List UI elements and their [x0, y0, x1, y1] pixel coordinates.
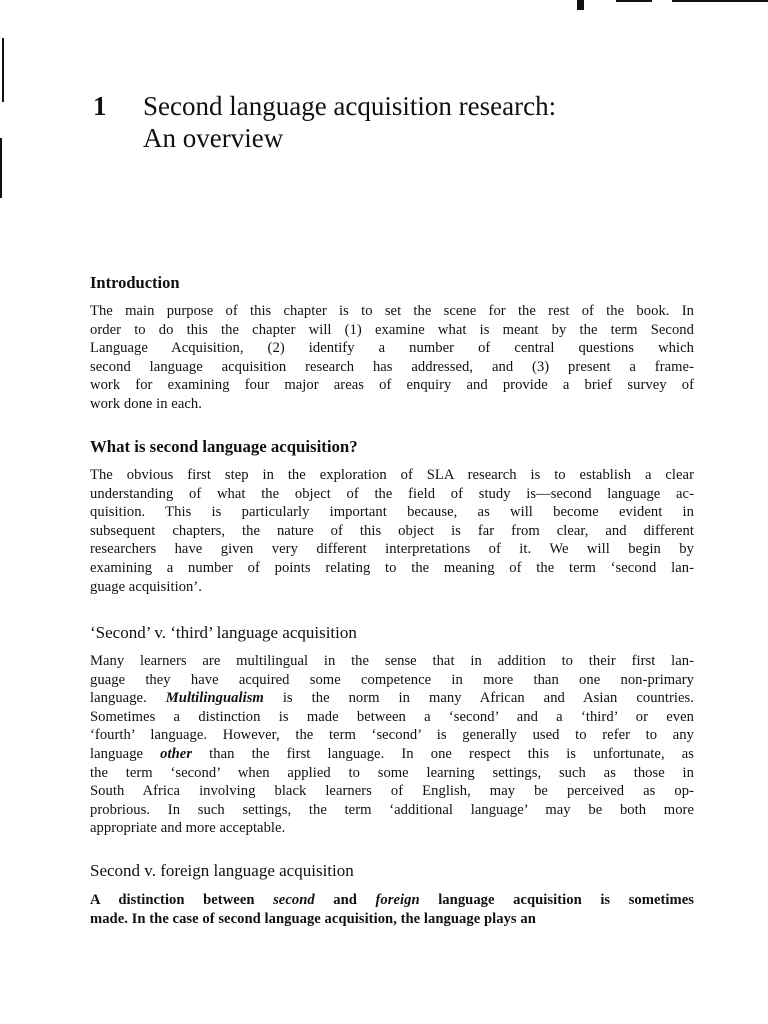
text-run: than the first language. In one respect this is unfortunate, as [192, 745, 694, 762]
scan-edge-mark [616, 0, 652, 2]
subsection-heading: Second v. foreign language acquisition [90, 861, 354, 880]
second-foreign-paragraph [90, 891, 694, 928]
text-line: ‘fourth’ language. However, the term ‘second’ is generally used to refer to any [90, 727, 694, 744]
chapter-heading [93, 90, 733, 154]
scan-edge-mark [577, 0, 584, 10]
text-line: work done in each. [90, 395, 202, 412]
emphasized-term: foreign [375, 892, 420, 908]
text-run: language. [90, 690, 166, 707]
chapter-number: 1 [93, 91, 107, 121]
text-line: Language Acquisition, (2) identify a number of central questions which [90, 340, 694, 357]
text-line: subsequent chapters, the nature of this object is far from clear, and different [90, 522, 694, 539]
text-line: The obvious first step in the exploration of SLA research is to establish a clear [90, 467, 694, 483]
text-run: A distinction between [90, 892, 274, 908]
text-line: South Africa involving black learners of English, may be perceived as op- [90, 783, 694, 800]
text-run: language [90, 745, 161, 762]
subsection-heading: ‘Second’ v. ‘third’ language acquisition [90, 623, 357, 642]
text-line [90, 745, 694, 764]
text-line: quisition. This is particularly important because, as will become evident in [90, 504, 694, 521]
text-line [90, 689, 694, 708]
text-line: order to do this the chapter will (1) examine what is meant by the term Second [90, 321, 694, 338]
text-line: work for examining four major areas of enquiry and provide a brief survey of [90, 377, 694, 394]
text-line: examining a number of points relating to the meaning of the term ‘second lan- [90, 559, 694, 576]
section-introduction [90, 273, 694, 414]
text-line: understanding of what the object of the field of study is—second language ac- [90, 485, 694, 502]
emphasized-term: Multilingualism [165, 690, 264, 707]
text-line: The main purpose of this chapter is to set the scene for the rest of the book. In [90, 303, 694, 319]
section-second-foreign [90, 861, 694, 928]
text-run: is the norm in many African and Asian countries. [263, 690, 694, 707]
text-line: researchers have given very different interpretations of it. We will begin by [90, 541, 694, 558]
scan-edge-mark [672, 0, 768, 2]
emphasized-term: other [160, 745, 193, 762]
text-line: Sometimes a distinction is made between a ‘second’ and a ‘third’ or even [90, 708, 694, 725]
text-line: guage acquisition’. [90, 578, 202, 595]
chapter-title: Second language acquisition research: An overview [143, 91, 557, 153]
text-line: guage they have acquired some competence in more than one non-primary [90, 671, 694, 688]
text-line [90, 891, 694, 910]
section-second-third [90, 623, 694, 838]
text-line: probrious. In such settings, the term ‘additional language’ may be both more [90, 801, 694, 818]
text-line: the term ‘second’ when applied to some learning settings, such as those in [90, 764, 694, 781]
text-line: appropriate and more acceptable. [90, 820, 286, 837]
introduction-paragraph [90, 302, 694, 414]
text-line: Many learners are multilingual in the sense that in addition to their first lan- [90, 653, 694, 669]
text-line: second language acquisition research has addressed, and (3) present a frame- [90, 358, 694, 375]
section-what-is-sla [90, 437, 694, 596]
scan-edge-mark [0, 138, 2, 198]
scan-edge-mark [2, 38, 4, 102]
section-heading: Introduction [90, 273, 180, 292]
section-heading: What is second language acquisition? [90, 437, 358, 456]
text-line: made. In the case of second language acquisition, the language plays an [90, 910, 536, 927]
second-third-paragraph [90, 652, 694, 838]
emphasized-term: second [273, 892, 315, 908]
text-run: language acquisition is sometimes [419, 892, 694, 908]
what-is-sla-paragraph [90, 466, 694, 596]
text-run: and [314, 892, 376, 908]
